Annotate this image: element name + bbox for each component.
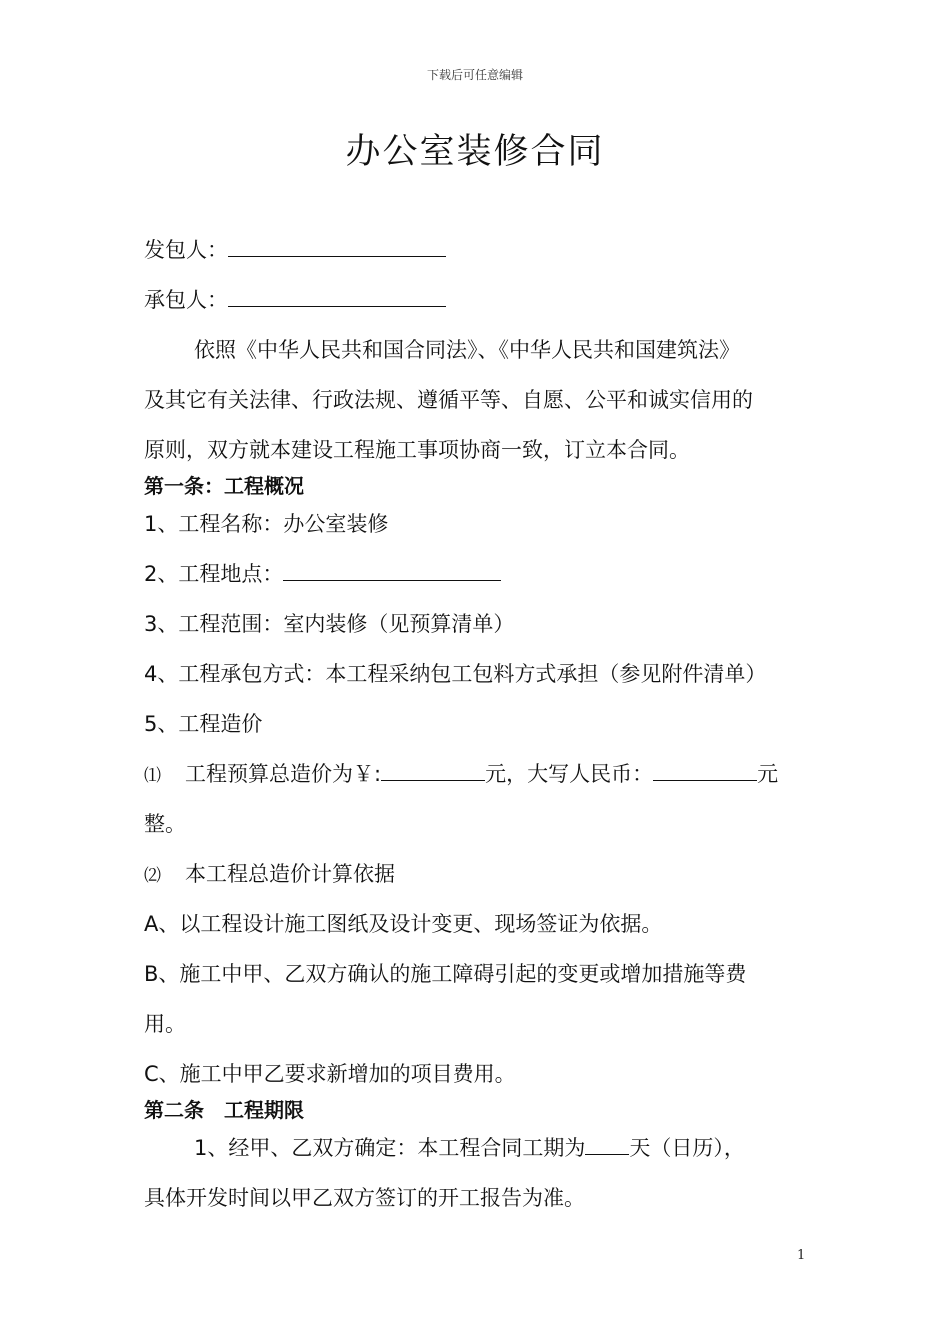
page-header: 下载后可任意编辑 [426, 68, 523, 82]
intro-line-1: 依照《中华人民共和国合同法》、《中华人民共和国建筑法》 [194, 338, 740, 362]
item-2-line [144, 560, 501, 588]
party-a-blank [228, 236, 446, 257]
duration-days-blank [585, 1134, 629, 1155]
budget-unit: 元 [757, 762, 779, 786]
document-title: 办公室装修合同 [345, 132, 605, 172]
article-2-heading: 第二条 工程期限 [144, 1098, 304, 1122]
item-5: 5、工程造价 [144, 712, 263, 736]
term-text-b: 天（日历）， [629, 1136, 745, 1160]
basis-b-line-1: B、施工中甲、乙双方确认的施工障碍引起的变更或增加措施等费 [144, 962, 747, 986]
term-line-1 [194, 1134, 745, 1162]
party-a-label: 发包人： [144, 238, 228, 262]
budget-capital-blank [653, 760, 757, 781]
basis-c: C、施工中甲乙要求新增加的项目费用。 [144, 1062, 516, 1086]
item-2-label: 2、工程地点： [144, 562, 284, 586]
basis-a: A、以工程设计施工图纸及设计变更、现场签证为依据。 [144, 912, 663, 936]
intro-line-3: 原则，双方就本建设工程施工事项协商一致，订立本合同。 [144, 438, 690, 462]
item-4: 4、工程承包方式：本工程采纳包工包料方式承担（参见附件清单） [144, 662, 767, 686]
party-a-line [144, 236, 446, 264]
sub-item-1-continuation: 整。 [144, 812, 186, 836]
sub-item-2-number: ⑵ [144, 866, 161, 886]
item-3: 3、工程范围：室内装修（见预算清单） [144, 612, 515, 636]
budget-amount-blank [381, 760, 485, 781]
sub-item-1-line [144, 760, 778, 790]
term-line-2: 具体开发时间以甲乙双方签订的开工报告为准。 [144, 1186, 585, 1210]
term-text-a: 1、经甲、乙双方确定：本工程合同工期为 [194, 1136, 586, 1160]
party-b-label: 承包人： [144, 288, 228, 312]
sub-item-2-text: 本工程总造价计算依据 [185, 862, 395, 886]
article-1-heading: 第一条：工程概况 [144, 474, 304, 498]
item-1: 1、工程名称：办公室装修 [144, 512, 389, 536]
budget-capital-label: 元，大写人民币： [485, 762, 654, 786]
party-b-blank [228, 286, 446, 307]
party-b-line [144, 286, 446, 314]
sub-item-1-number: ⑴ [144, 766, 161, 786]
budget-label: 工程预算总造价为￥: [185, 762, 382, 786]
page-number: 1 [797, 1248, 806, 1263]
sub-item-2-line [144, 860, 395, 890]
basis-b-line-2: 用。 [144, 1012, 186, 1036]
location-blank [283, 560, 501, 581]
intro-line-2: 及其它有关法律、行政法规、遵循平等、自愿、公平和诚实信用的 [144, 388, 753, 412]
